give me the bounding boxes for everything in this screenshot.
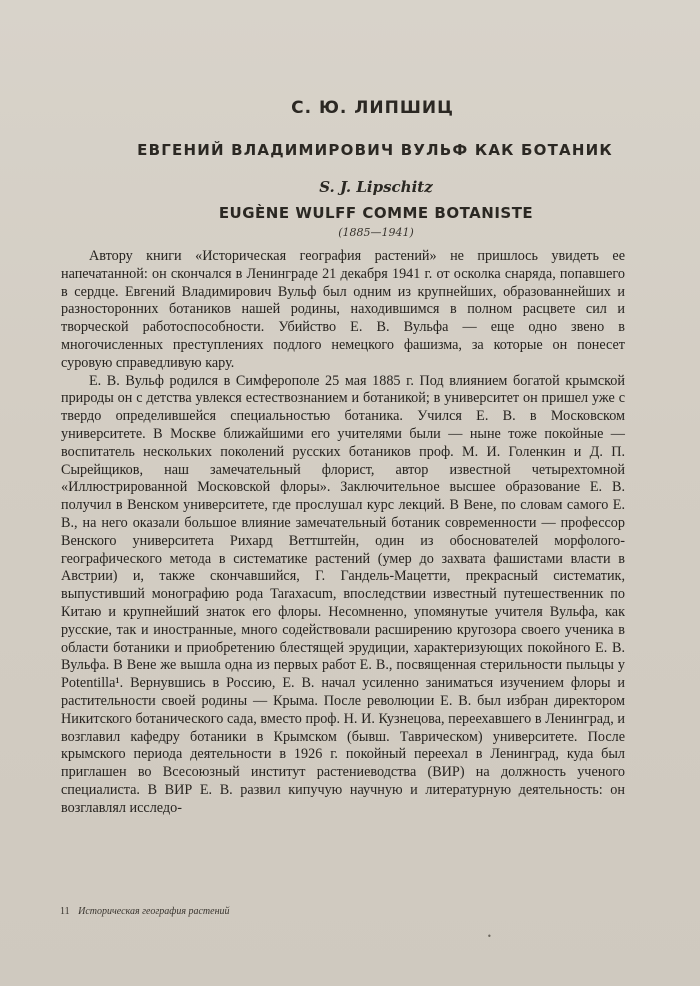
page-footer [60,906,230,917]
life-dates: (1885—1941) [338,226,414,239]
page-mark: • [487,932,492,941]
running-title: Историческая география растений [78,906,230,917]
article-title-french: EUGÈNE WULFF COMME BOTANISTE [218,204,534,222]
article-title-russian: ЕВГЕНИЙ ВЛАДИМИРОВИЧ ВУЛЬФ КАК БОТАНИК [137,141,613,159]
article-body [61,248,625,818]
body-paragraph-2: Е. В. Вульф родился в Симферополе 25 мая 1885 г. Под влиянием богатой крымской природы он с детства увлекся естествознанием и ботаникой; в университет он пришел уже с твердо определившейся специальностью ботаника. Учился Е. В. в Московском университете. В Москве ближайшими его учителями были — ныне тоже покойные — воспитатель нескольких поколений русских ботаников проф. М. И. Голенкин и Д. П. Сырейщиков, наш замечательный флорист, автор известной четырехтомной «Иллюстрированной Московской флоры». Заключительное высшее образование Е. В. получил в Венском университете, где прослушал курс лекций. В Вене, по словам самого Е. В., на него оказали большое влияние замечательный ботаник современности — профессор Венского университета Рихард Веттштейн, один из обоснователей морфолого-географического метода в систематике растений (умер до захвата фашистами власти в Австрии) и, также скончавшийся, Г. Гандель-Мацетти, прекрасный систематик, выпустивший монографию рода Taraxacum, впоследствии известный путешественник по Китаю и крупнейший знаток его флоры. Несомненно, упомянутые учителя Вульфа, как русские, так и иностранные, много содействовали расширению кругозора своего ученика в области ботаники и приобретению блестящей эрудиции, характеризующих покойного Е. В. Вульфа. В Вене же вышла одна из первых работ Е. В., посвященная стерильности пыльцы у Potentilla¹. Вернувшись в Россию, Е. В. начал усиленно заниматься изучением флоры и растительности своей родины — Крыма. После революции Е. В. был избран директором Никитского ботанического сада, вместо проф. Н. И. Кузнецова, переехавшего в Ленинград, и возглавил кафедру ботаники в Крымском (бывш. Таврическом) университете. После крымского периода деятельности в 1926 г. покойный переехал в Ленинград, куда был приглашен во Всесоюзный институт растениеводства (ВИР) на должность ученого специалиста. В ВИР Е. В. развил кипучую научную и литературную деятельность: он возглавлял исследо- [61,372,625,816]
article-header [0,98,700,239]
author-name-russian: С. Ю. ЛИПШИЦ [291,98,454,118]
body-paragraph-1: Автору книги «Историческая география растений» не пришлось увидеть ее напечатанной: он скончался в Ленинграде 21 декабря 1941 г. от осколка снаряда, попавшего в сердце. Евгений Владимирович Вульф был одним из крупнейших, образованнейших и разносторонних ботаников нашей родины, находившимся в полном расцвете сил и творческой работоспособности. Убийство Е. В. Вульфа — еще одно звено в многочисленных преступлениях подлого немецкого фашизма, за которые он понесет суровую справедливую кару. [61,248,625,371]
signature-number: 11 [60,906,70,917]
author-name-latin: S. J. Lipschitz [319,178,433,196]
